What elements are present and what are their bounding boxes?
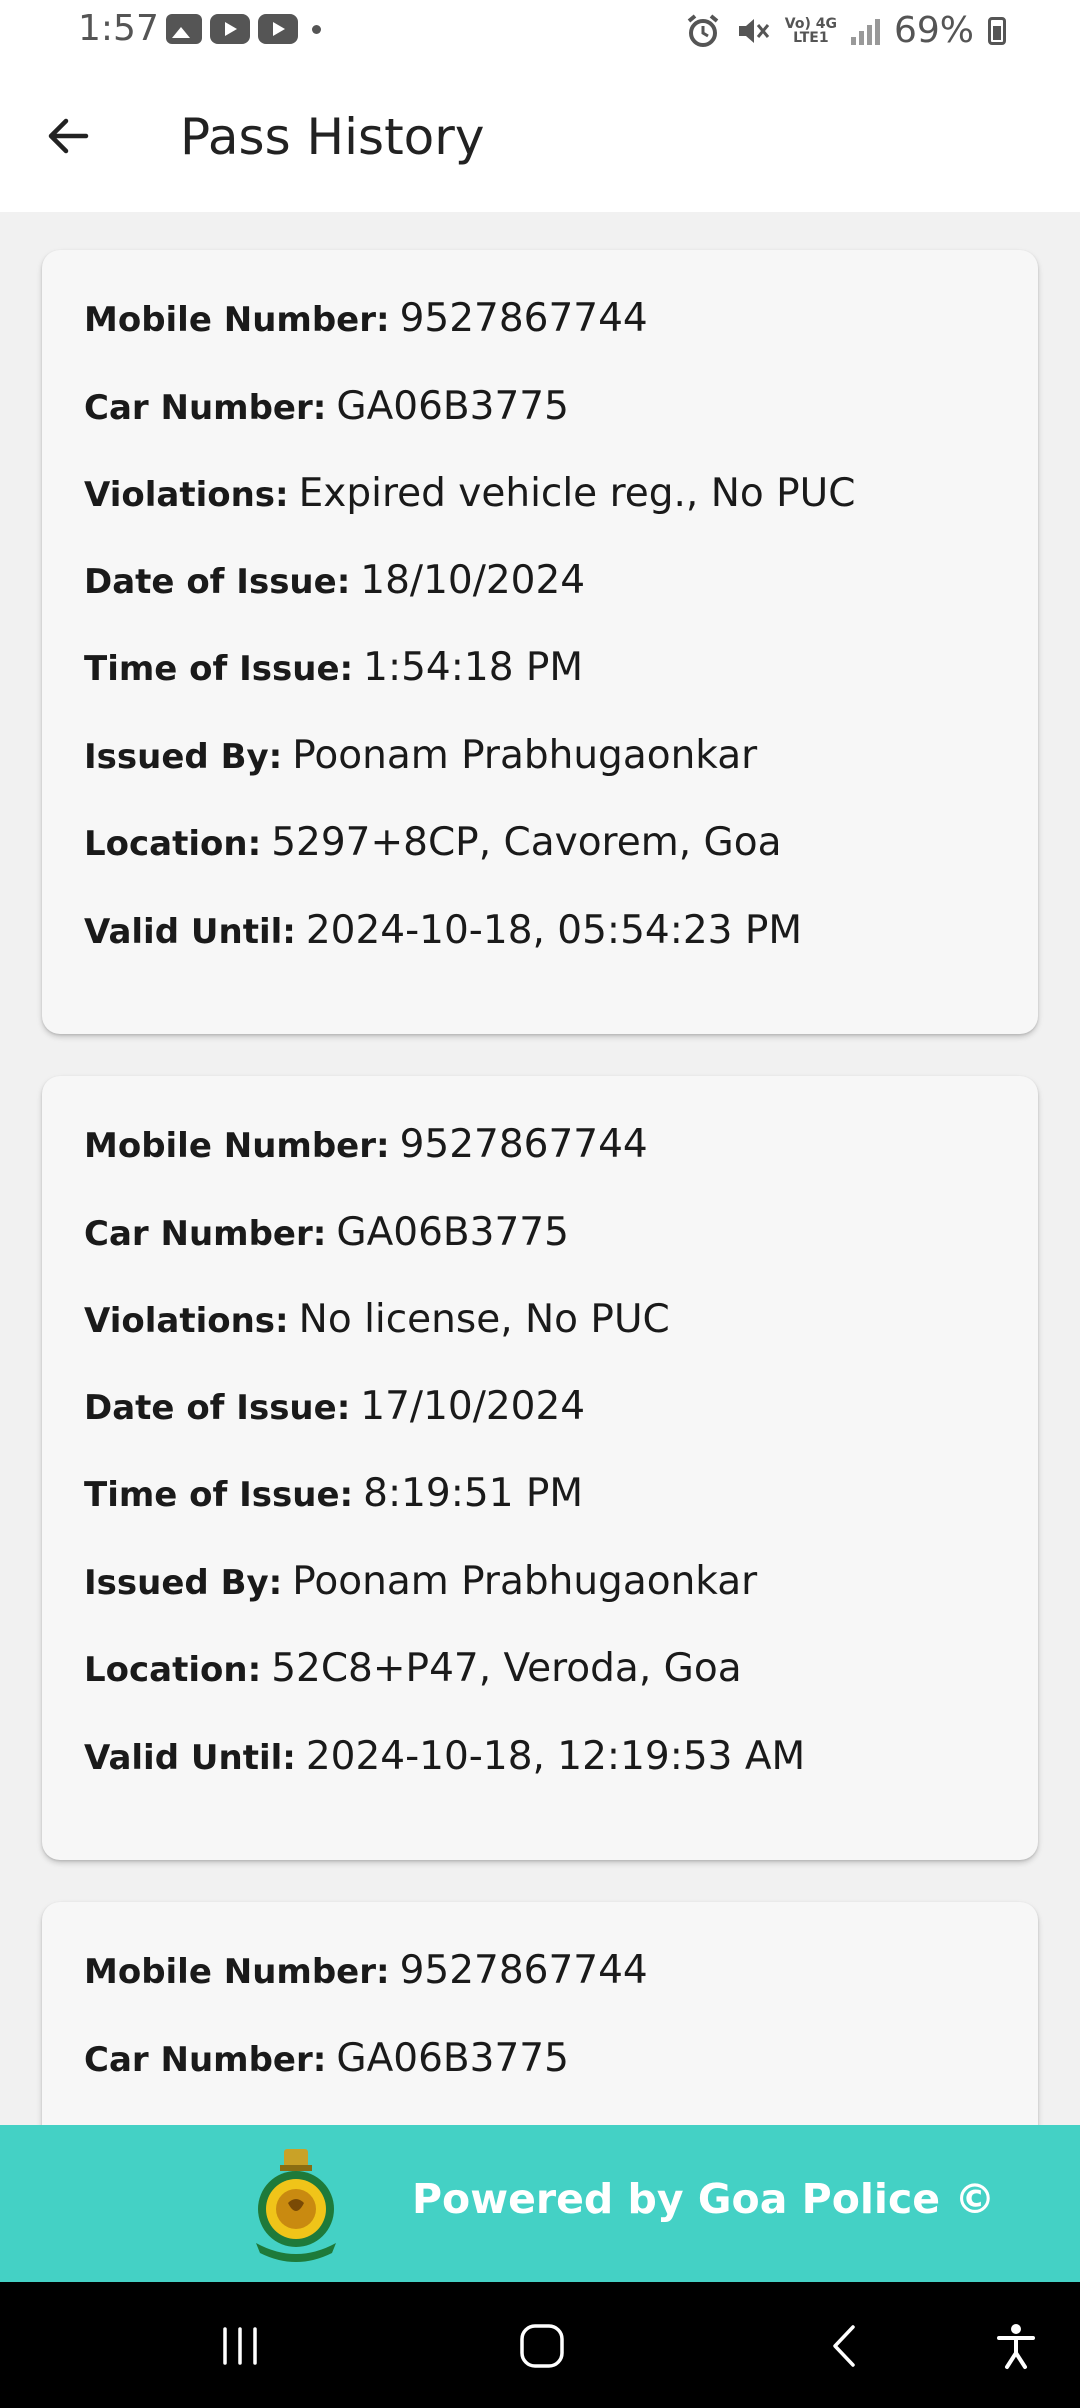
location-row xyxy=(84,1646,742,1691)
issued-by-row xyxy=(84,733,757,778)
home-button[interactable] xyxy=(506,2310,578,2382)
car-label: Car Number: xyxy=(84,1214,327,1254)
status-bar xyxy=(0,0,1080,64)
back-button[interactable] xyxy=(36,104,100,168)
pass-card xyxy=(42,1076,1038,1860)
network-type: Vo) 4G xyxy=(784,15,837,32)
issued-by-label: Issued By: xyxy=(84,737,283,777)
goa-police-emblem-icon xyxy=(246,2147,346,2263)
violations-label: Violations: xyxy=(84,1301,289,1341)
date-label: Date of Issue: xyxy=(84,1388,351,1428)
time-value: 8:19:51 PM xyxy=(363,1471,584,1516)
location-value: 52C8+P47, Veroda, Goa xyxy=(271,1646,742,1691)
footer-banner xyxy=(0,2125,1080,2282)
car-row xyxy=(84,384,569,429)
time-row xyxy=(84,1471,583,1516)
page-title: Pass History xyxy=(180,108,485,166)
car-label: Car Number: xyxy=(84,2040,327,2080)
car-label: Car Number: xyxy=(84,388,327,428)
violations-value: No license, No PUC xyxy=(298,1297,670,1342)
valid-until-value: 2024-10-18, 12:19:53 AM xyxy=(305,1734,806,1779)
youtube-notification-icon-2 xyxy=(258,14,298,44)
valid-until-label: Valid Until: xyxy=(84,1738,296,1778)
mobile-value: 9527867744 xyxy=(399,296,648,341)
car-row xyxy=(84,2036,569,2081)
mobile-row xyxy=(84,1122,648,1167)
valid-until-label: Valid Until: xyxy=(84,912,296,952)
violations-label: Violations: xyxy=(84,475,289,515)
issued-by-value: Poonam Prabhugaonkar xyxy=(292,1559,758,1604)
battery-percent: 69% xyxy=(893,10,974,51)
valid-until-value: 2024-10-18, 05:54:23 PM xyxy=(305,908,803,953)
youtube-notification-icon xyxy=(210,14,250,44)
location-row xyxy=(84,820,782,865)
date-label: Date of Issue: xyxy=(84,562,351,602)
nav-back-icon xyxy=(821,2321,871,2371)
notification-icons xyxy=(166,14,321,44)
gallery-notification-icon xyxy=(166,14,202,44)
car-value: GA06B3775 xyxy=(336,384,569,429)
time-label: Time of Issue: xyxy=(84,649,354,689)
pass-card xyxy=(42,250,1038,1034)
car-value: GA06B3775 xyxy=(336,2036,569,2081)
status-time: 1:57 xyxy=(78,8,159,49)
valid-until-row xyxy=(84,1734,805,1779)
mute-icon xyxy=(735,13,771,49)
location-label: Location: xyxy=(84,824,262,864)
location-label: Location: xyxy=(84,1650,262,1690)
time-label: Time of Issue: xyxy=(84,1475,354,1515)
mobile-label: Mobile Number: xyxy=(84,300,390,340)
network-indicator xyxy=(785,17,837,45)
pass-card xyxy=(42,1902,1038,2125)
violations-value: Expired vehicle reg., No PUC xyxy=(298,471,856,516)
violations-row xyxy=(84,1297,670,1342)
home-icon xyxy=(516,2320,568,2372)
valid-until-row xyxy=(84,908,802,953)
location-value: 5297+8CP, Cavorem, Goa xyxy=(271,820,782,865)
arrow-left-icon xyxy=(44,112,92,160)
mobile-label: Mobile Number: xyxy=(84,1126,390,1166)
issued-by-label: Issued By: xyxy=(84,1563,283,1603)
time-value: 1:54:18 PM xyxy=(363,645,584,690)
alarm-icon xyxy=(685,13,721,49)
mobile-row xyxy=(84,296,648,341)
mobile-value: 9527867744 xyxy=(399,1122,648,1167)
car-value: GA06B3775 xyxy=(336,1210,569,1255)
recents-button[interactable] xyxy=(204,2310,276,2382)
signal-icon xyxy=(851,17,880,45)
date-row xyxy=(84,558,585,603)
date-value: 18/10/2024 xyxy=(360,558,586,603)
nav-back-button[interactable] xyxy=(810,2310,882,2382)
footer-text: Powered by Goa Police © xyxy=(412,2175,996,2223)
accessibility-button[interactable] xyxy=(980,2310,1052,2382)
time-row xyxy=(84,645,583,690)
car-row xyxy=(84,1210,569,1255)
recents-icon xyxy=(215,2321,265,2371)
pass-history-list[interactable] xyxy=(0,212,1080,2125)
network-lte: LTE1 xyxy=(793,29,829,46)
mobile-value: 9527867744 xyxy=(399,1948,648,1993)
status-right xyxy=(685,10,1006,51)
issued-by-value: Poonam Prabhugaonkar xyxy=(292,733,758,778)
issued-by-row xyxy=(84,1559,757,1604)
system-nav-bar xyxy=(0,2282,1080,2408)
mobile-label: Mobile Number: xyxy=(84,1952,390,1992)
more-notifications-dot-icon xyxy=(312,25,321,34)
mobile-row xyxy=(84,1948,648,1993)
battery-icon xyxy=(988,17,1006,45)
date-row xyxy=(84,1384,585,1429)
app-bar xyxy=(0,64,1080,212)
date-value: 17/10/2024 xyxy=(360,1384,586,1429)
accessibility-icon xyxy=(991,2321,1041,2371)
violations-row xyxy=(84,471,855,516)
